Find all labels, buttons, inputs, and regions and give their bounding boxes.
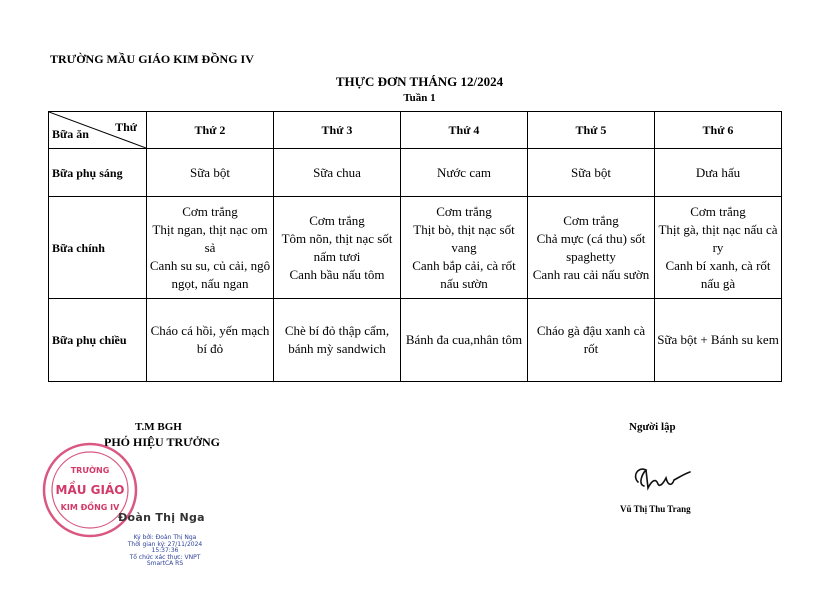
- right-signature-title: Người lập: [629, 421, 676, 433]
- row-label: Bữa phụ chiều: [49, 299, 147, 382]
- menu-cell: Sữa bột + Bánh su kem: [655, 299, 782, 382]
- handwritten-signature: [628, 460, 698, 496]
- header-row: [49, 112, 782, 149]
- menu-cell: Cơm trắng Chả mực (cá thu) sốt spaghetty Canh rau cải nấu sườn: [528, 197, 655, 299]
- menu-cell: Cơm trắng Thịt bò, thịt nạc sốt vang Canh bắp cải, cà rốt nấu sườn: [401, 197, 528, 299]
- menu-cell: Sữa bột: [528, 149, 655, 197]
- table-row: [49, 149, 782, 197]
- corner-cell: [49, 112, 147, 149]
- menu-cell: Bánh đa cua,nhân tôm: [401, 299, 528, 382]
- menu-cell: Sữa bột: [147, 149, 274, 197]
- day-header: Thứ 3: [274, 112, 401, 149]
- menu-cell: Cơm trắng Thịt gà, thịt nạc nấu cà ry Canh bí xanh, cà rốt nấu gà: [655, 197, 782, 299]
- menu-cell: Sữa chua: [274, 149, 401, 197]
- corner-meal-label: Bữa ăn: [52, 127, 89, 141]
- menu-cell: Cơm trắng Tôm nõn, thịt nạc sốt nấm tươi Canh bầu nấu tôm: [274, 197, 401, 299]
- menu-cell: Cháo cá hồi, yến mạch bí đỏ: [147, 299, 274, 382]
- day-header: Thứ 5: [528, 112, 655, 149]
- stamp-line: TRƯỜNG: [70, 466, 110, 475]
- day-header: Thứ 6: [655, 112, 782, 149]
- school-stamp: [40, 440, 140, 540]
- table-row: [49, 299, 782, 382]
- left-signature-subtitle: PHÓ HIỆU TRƯỞNG: [104, 435, 221, 449]
- menu-cell: Dưa hấu: [655, 149, 782, 197]
- menu-cell: Nước cam: [401, 149, 528, 197]
- left-signer-name: Đoàn Thị Nga: [118, 511, 205, 524]
- menu-table: [48, 111, 782, 382]
- stamp-line: MẦU GIÁO: [55, 483, 125, 497]
- day-header: Thứ 2: [147, 112, 274, 149]
- menu-cell: Cháo gà đậu xanh cà rốt: [528, 299, 655, 382]
- menu-title: THỰC ĐƠN THÁNG 12/2024: [335, 74, 504, 89]
- day-header: Thứ 4: [401, 112, 528, 149]
- school-name: TRƯỜNG MẦU GIÁO KIM ĐỒNG IV: [50, 52, 254, 66]
- right-signer-name: Vũ Thị Thu Trang: [620, 504, 691, 514]
- left-signature-title: T.M BGH: [135, 421, 182, 433]
- row-label: Bữa phụ sáng: [49, 149, 147, 197]
- digital-signature-info: Ký bởi: Đoàn Thị Nga Thời gian ký: 27/11/2024 15:37:36 Tổ chức xác thực: VNPT SmartCA RS: [127, 534, 203, 567]
- stamp-line: KIM ĐỒNG IV: [60, 503, 120, 512]
- table-row: [49, 197, 782, 299]
- menu-cell: Cơm trắng Thịt ngan, thịt nạc om sả Canh su su, củ cải, ngô ngọt, nấu ngan: [147, 197, 274, 299]
- row-label: Bữa chính: [49, 197, 147, 299]
- corner-day-label: Thứ: [115, 120, 137, 134]
- menu-cell: Chè bí đỏ thập cẩm, bánh mỳ sandwich: [274, 299, 401, 382]
- week-label: Tuần 1: [403, 92, 436, 104]
